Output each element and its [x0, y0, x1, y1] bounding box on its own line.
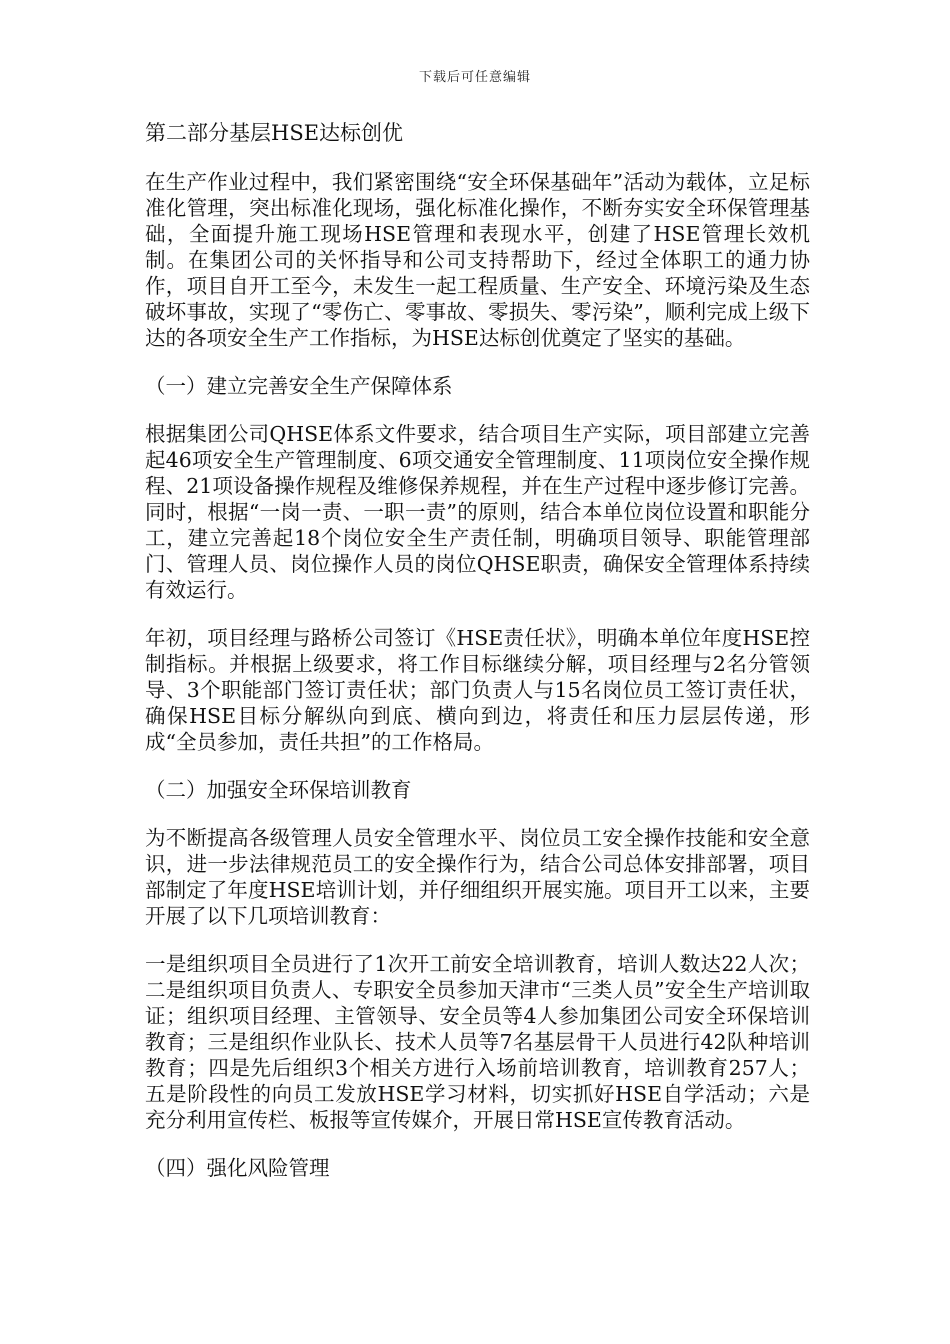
paragraph-training-items: 一是组织项目全员进行了1次开工前安全培训教育，培训人数达22人次；二是组织项目负责人、专职安全员参加天津市“三类人员”安全生产培训取证；组织项目经理、主管领导、安全员等4人参加集团公司安全环保培训教育；三是组织作业队长、技术人员等7名基层骨干人员进行42队种培训教育；四是先后组织3个相关方进行入场前培训教育，培训教育257人；五是阶段性的向员工发放HSE学习材料，切实抓好HSE自学活动；六是充分利用宣传栏、板报等宣传媒介，开展日常HSE宣传教育活动。 [145, 952, 810, 1132]
paragraph-qhse-system: 根据集团公司QHSE体系文件要求，结合项目生产实际，项目部建立完善起46项安全生产管理制度、6项交通安全管理制度、11项岗位安全操作规程、21项设备操作规程及维修保养规程，并在生产过程中逐步修订完善。同时，根据“一岗一责、一职一责”的原则，结合本单位岗位设置和职能分工，建立完善起18个岗位安全生产责任制，明确项目领导、职能管理部门、管理人员、岗位操作人员的岗位QHSE职责，确保安全管理体系持续有效运行。 [145, 422, 810, 602]
paragraph-responsibility: 年初，项目经理与路桥公司签订《HSE责任状》，明确本单位年度HSE控制指标。并根据上级要求，将工作目标继续分解，项目经理与2名分管领导、3个职能部门签订责任状；部门负责人与15名岗位员工签订责任状，确保HSE目标分解纵向到底、横向到边，将责任和压力层层传递，形成“全员参加，责任共担”的工作格局。 [145, 626, 810, 754]
subheading-safety-system: （一）建立完善安全生产保障体系 [145, 374, 453, 398]
section-title: 第二部分基层HSE达标创优 [145, 121, 404, 145]
paragraph-intro: 在生产作业过程中，我们紧密围绕“安全环保基础年”活动为载体，立足标准化管理，突出标准化现场，强化标准化操作，不断夯实安全环保管理基础，全面提升施工现场HSE管理和表现水平，创建了HSE管理长效机制。在集团公司的关怀指导和公司支持帮助下，经过全体职工的通力协作，项目自开工至今，未发生一起工程质量、生产安全、环境污染及生态破坏事故，实现了“零伤亡、零事故、零损失、零污染”，顺利完成上级下达的各项安全生产工作指标，为HSE达标创优奠定了坚实的基础。 [145, 170, 810, 350]
document-body [145, 120, 810, 1203]
page-header: 下载后可任意编辑 [418, 70, 531, 85]
subheading-training: （二）加强安全环保培训教育 [145, 778, 412, 802]
paragraph-training-plan: 为不断提高各级管理人员安全管理水平、岗位员工安全操作技能和安全意识，进一步法律规范员工的安全操作行为，结合公司总体安排部署，项目部制定了年度HSE培训计划，并仔细组织开展实施。项目开工以来，主要开展了以下几项培训教育： [145, 826, 810, 928]
subheading-risk-management: （四）强化风险管理 [145, 1156, 330, 1180]
